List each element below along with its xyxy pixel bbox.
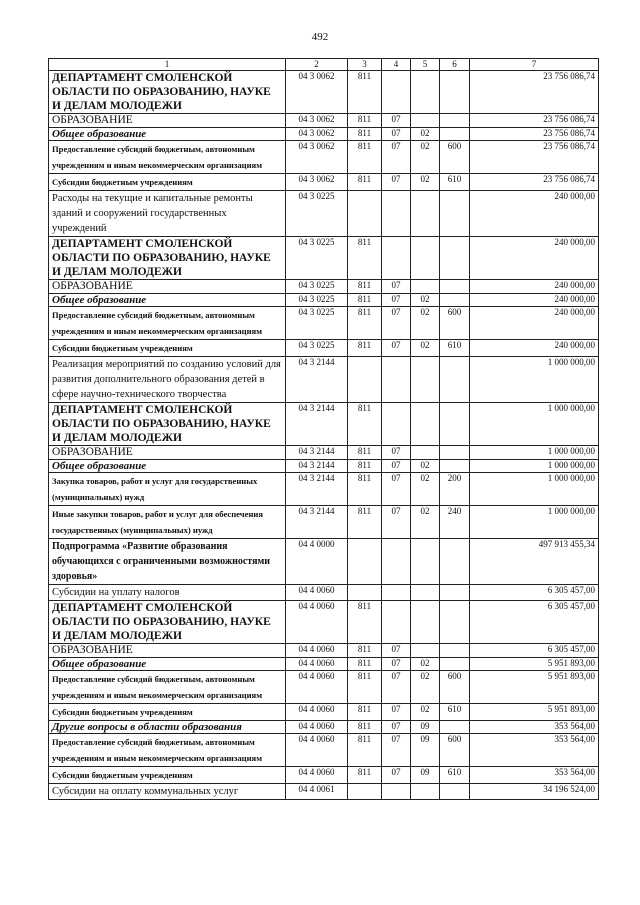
row-amount: 353 564,00 <box>470 721 599 734</box>
row-section-code <box>382 71 411 114</box>
row-expense-type-code <box>440 357 470 403</box>
table-row <box>49 191 599 237</box>
row-name: Общее образование <box>49 128 286 141</box>
row-target-article: 04 3 0225 <box>286 340 348 357</box>
table-row <box>49 784 599 800</box>
row-section-code: 07 <box>382 671 411 704</box>
row-target-article: 04 4 0060 <box>286 658 348 671</box>
row-name: Иные закупки товаров, работ и услуг для обеспечения государственных (муниципальных) нужд <box>49 506 286 539</box>
row-amount: 23 756 086,74 <box>470 174 599 191</box>
row-amount: 1 000 000,00 <box>470 506 599 539</box>
row-expense-type-code <box>440 460 470 473</box>
row-ministry-code: 811 <box>348 644 382 658</box>
row-amount: 1 000 000,00 <box>470 357 599 403</box>
row-ministry-code <box>348 539 382 585</box>
table-row <box>49 734 599 767</box>
row-ministry-code: 811 <box>348 174 382 191</box>
table-row <box>49 237 599 280</box>
table-row <box>49 585 599 601</box>
row-amount: 1 000 000,00 <box>470 460 599 473</box>
row-expense-type-code <box>440 539 470 585</box>
header-col-5: 5 <box>411 59 440 71</box>
row-target-article: 04 3 2144 <box>286 473 348 506</box>
row-expense-type-code: 600 <box>440 307 470 340</box>
row-expense-type-code: 240 <box>440 506 470 539</box>
row-section-code: 07 <box>382 340 411 357</box>
row-ministry-code: 811 <box>348 473 382 506</box>
row-subsection-code: 02 <box>411 340 440 357</box>
row-amount: 353 564,00 <box>470 767 599 784</box>
row-target-article: 04 4 0060 <box>286 671 348 704</box>
row-expense-type-code: 610 <box>440 340 470 357</box>
header-col-6: 6 <box>440 59 470 71</box>
row-subsection-code <box>411 237 440 280</box>
table-row <box>49 446 599 460</box>
row-subsection-code <box>411 114 440 128</box>
row-target-article: 04 3 2144 <box>286 357 348 403</box>
row-subsection-code: 09 <box>411 721 440 734</box>
row-name: Общее образование <box>49 460 286 473</box>
row-subsection-code: 02 <box>411 141 440 174</box>
row-section-code: 07 <box>382 721 411 734</box>
row-amount: 6 305 457,00 <box>470 644 599 658</box>
row-ministry-code: 811 <box>348 307 382 340</box>
row-ministry-code: 811 <box>348 294 382 307</box>
row-ministry-code <box>348 585 382 601</box>
row-ministry-code: 811 <box>348 460 382 473</box>
table-row <box>49 644 599 658</box>
row-ministry-code: 811 <box>348 721 382 734</box>
row-ministry-code: 811 <box>348 280 382 294</box>
row-section-code: 07 <box>382 460 411 473</box>
row-name: ДЕПАРТАМЕНТ СМОЛЕНСКОЙ ОБЛАСТИ ПО ОБРАЗОВАНИЮ, НАУКЕ И ДЕЛАМ МОЛОДЕЖИ <box>49 237 286 280</box>
budget-table <box>48 58 599 800</box>
row-subsection-code <box>411 357 440 403</box>
row-expense-type-code <box>440 237 470 280</box>
row-amount: 240 000,00 <box>470 294 599 307</box>
row-section-code: 07 <box>382 704 411 721</box>
row-expense-type-code <box>440 721 470 734</box>
row-target-article: 04 3 0225 <box>286 280 348 294</box>
row-amount: 5 951 893,00 <box>470 704 599 721</box>
row-name: Другие вопросы в области образования <box>49 721 286 734</box>
row-target-article: 04 4 0060 <box>286 734 348 767</box>
row-section-code: 07 <box>382 506 411 539</box>
header-col-4: 4 <box>382 59 411 71</box>
row-section-code: 07 <box>382 141 411 174</box>
row-subsection-code: 02 <box>411 307 440 340</box>
row-name: Общее образование <box>49 658 286 671</box>
row-target-article: 04 4 0060 <box>286 721 348 734</box>
table-row <box>49 704 599 721</box>
row-amount: 5 951 893,00 <box>470 671 599 704</box>
row-ministry-code: 811 <box>348 658 382 671</box>
row-subsection-code: 02 <box>411 294 440 307</box>
table-row <box>49 357 599 403</box>
row-target-article: 04 3 0062 <box>286 174 348 191</box>
row-subsection-code: 02 <box>411 174 440 191</box>
row-ministry-code: 811 <box>348 734 382 767</box>
row-name: Субсидии на оплату коммунальных услуг <box>49 784 286 800</box>
table-row <box>49 539 599 585</box>
row-subsection-code: 02 <box>411 658 440 671</box>
row-ministry-code: 811 <box>348 128 382 141</box>
row-ministry-code: 811 <box>348 71 382 114</box>
row-amount: 240 000,00 <box>470 280 599 294</box>
row-amount: 23 756 086,74 <box>470 141 599 174</box>
row-subsection-code <box>411 539 440 585</box>
row-target-article: 04 3 2144 <box>286 446 348 460</box>
row-subsection-code <box>411 446 440 460</box>
row-amount: 240 000,00 <box>470 191 599 237</box>
row-expense-type-code <box>440 294 470 307</box>
row-ministry-code: 811 <box>348 141 382 174</box>
table-row <box>49 307 599 340</box>
row-section-code <box>382 784 411 800</box>
row-subsection-code <box>411 280 440 294</box>
table-row <box>49 601 599 644</box>
row-name: Субсидии на уплату налогов <box>49 585 286 601</box>
row-amount: 497 913 455,34 <box>470 539 599 585</box>
row-section-code: 07 <box>382 294 411 307</box>
row-expense-type-code: 600 <box>440 671 470 704</box>
row-ministry-code: 811 <box>348 403 382 446</box>
row-expense-type-code: 600 <box>440 734 470 767</box>
row-name: Субсидии бюджетным учреждениям <box>49 174 286 191</box>
row-target-article: 04 3 0225 <box>286 237 348 280</box>
row-amount: 23 756 086,74 <box>470 128 599 141</box>
row-section-code: 07 <box>382 446 411 460</box>
row-target-article: 04 3 0225 <box>286 294 348 307</box>
row-ministry-code <box>348 191 382 237</box>
row-name: Реализация мероприятий по созданию условий для развития дополнительного образования детей в сфере научно-технического творчества <box>49 357 286 403</box>
row-section-code: 07 <box>382 658 411 671</box>
row-subsection-code: 02 <box>411 506 440 539</box>
row-expense-type-code: 610 <box>440 704 470 721</box>
row-amount: 1 000 000,00 <box>470 403 599 446</box>
row-name: Субсидии бюджетным учреждениям <box>49 767 286 784</box>
row-amount: 23 756 086,74 <box>470 114 599 128</box>
header-col-3: 3 <box>348 59 382 71</box>
row-target-article: 04 4 0060 <box>286 704 348 721</box>
row-expense-type-code: 600 <box>440 141 470 174</box>
row-expense-type-code <box>440 128 470 141</box>
row-subsection-code: 02 <box>411 473 440 506</box>
row-amount: 6 305 457,00 <box>470 585 599 601</box>
row-subsection-code: 02 <box>411 460 440 473</box>
table-row <box>49 294 599 307</box>
row-expense-type-code <box>440 280 470 294</box>
row-expense-type-code: 610 <box>440 174 470 191</box>
row-name: Закупка товаров, работ и услуг для государственных (муниципальных) нужд <box>49 473 286 506</box>
row-section-code: 07 <box>382 128 411 141</box>
row-target-article: 04 3 0062 <box>286 141 348 174</box>
row-target-article: 04 3 0062 <box>286 71 348 114</box>
row-name: ДЕПАРТАМЕНТ СМОЛЕНСКОЙ ОБЛАСТИ ПО ОБРАЗОВАНИЮ, НАУКЕ И ДЕЛАМ МОЛОДЕЖИ <box>49 71 286 114</box>
row-ministry-code <box>348 357 382 403</box>
row-target-article: 04 4 0060 <box>286 585 348 601</box>
row-ministry-code: 811 <box>348 767 382 784</box>
row-section-code <box>382 237 411 280</box>
row-ministry-code: 811 <box>348 237 382 280</box>
table-row <box>49 71 599 114</box>
row-name: Предоставление субсидий бюджетным, автономным учреждениям и иным некоммерческим организациям <box>49 671 286 704</box>
row-target-article: 04 4 0060 <box>286 767 348 784</box>
row-target-article: 04 3 2144 <box>286 460 348 473</box>
row-expense-type-code <box>440 71 470 114</box>
row-target-article: 04 3 2144 <box>286 403 348 446</box>
row-target-article: 04 4 0060 <box>286 644 348 658</box>
row-name: Субсидии бюджетным учреждениям <box>49 340 286 357</box>
row-section-code <box>382 403 411 446</box>
row-section-code <box>382 357 411 403</box>
row-subsection-code <box>411 71 440 114</box>
table-row <box>49 141 599 174</box>
table-row <box>49 721 599 734</box>
row-amount: 240 000,00 <box>470 307 599 340</box>
row-name: Подпрограмма «Развитие образования обучающихся с ограниченными возможностями здоровья» <box>49 539 286 585</box>
row-name: Предоставление субсидий бюджетным, автономным учреждениям и иным некоммерческим организациям <box>49 141 286 174</box>
row-amount: 6 305 457,00 <box>470 601 599 644</box>
row-section-code <box>382 191 411 237</box>
row-name: Общее образование <box>49 294 286 307</box>
row-section-code: 07 <box>382 307 411 340</box>
row-target-article: 04 4 0000 <box>286 539 348 585</box>
row-section-code <box>382 601 411 644</box>
row-amount: 1 000 000,00 <box>470 446 599 460</box>
row-expense-type-code <box>440 644 470 658</box>
row-subsection-code: 09 <box>411 734 440 767</box>
row-section-code: 07 <box>382 473 411 506</box>
table-row <box>49 403 599 446</box>
row-expense-type-code <box>440 114 470 128</box>
table-row <box>49 114 599 128</box>
row-subsection-code <box>411 784 440 800</box>
row-target-article: 04 3 0062 <box>286 114 348 128</box>
row-expense-type-code: 200 <box>440 473 470 506</box>
row-name: ДЕПАРТАМЕНТ СМОЛЕНСКОЙ ОБЛАСТИ ПО ОБРАЗОВАНИЮ, НАУКЕ И ДЕЛАМ МОЛОДЕЖИ <box>49 403 286 446</box>
table-row <box>49 340 599 357</box>
row-ministry-code: 811 <box>348 704 382 721</box>
row-subsection-code <box>411 644 440 658</box>
row-expense-type-code <box>440 446 470 460</box>
row-name: Субсидии бюджетным учреждениям <box>49 704 286 721</box>
row-amount: 240 000,00 <box>470 340 599 357</box>
page-number: 492 <box>311 31 329 43</box>
table-row <box>49 460 599 473</box>
table-row <box>49 671 599 704</box>
row-name: ОБРАЗОВАНИЕ <box>49 446 286 460</box>
table-row <box>49 506 599 539</box>
table-body <box>49 71 599 800</box>
header-col-1: 1 <box>49 59 286 71</box>
row-amount: 353 564,00 <box>470 734 599 767</box>
row-expense-type-code <box>440 784 470 800</box>
row-section-code: 07 <box>382 644 411 658</box>
row-expense-type-code <box>440 403 470 446</box>
row-subsection-code: 02 <box>411 704 440 721</box>
row-target-article: 04 3 0225 <box>286 307 348 340</box>
header-col-7: 7 <box>470 59 599 71</box>
row-name: ОБРАЗОВАНИЕ <box>49 644 286 658</box>
table-row <box>49 280 599 294</box>
row-expense-type-code <box>440 658 470 671</box>
table-header-row <box>49 59 599 71</box>
row-subsection-code: 09 <box>411 767 440 784</box>
table-row <box>49 767 599 784</box>
row-name: ОБРАЗОВАНИЕ <box>49 114 286 128</box>
row-ministry-code: 811 <box>348 601 382 644</box>
row-section-code: 07 <box>382 734 411 767</box>
row-name: Предоставление субсидий бюджетным, автономным учреждениям и иным некоммерческим организациям <box>49 734 286 767</box>
row-name: ДЕПАРТАМЕНТ СМОЛЕНСКОЙ ОБЛАСТИ ПО ОБРАЗОВАНИЮ, НАУКЕ И ДЕЛАМ МОЛОДЕЖИ <box>49 601 286 644</box>
row-subsection-code: 02 <box>411 671 440 704</box>
row-target-article: 04 3 0062 <box>286 128 348 141</box>
row-expense-type-code <box>440 585 470 601</box>
row-section-code: 07 <box>382 767 411 784</box>
row-section-code: 07 <box>382 174 411 191</box>
table-row <box>49 473 599 506</box>
row-amount: 240 000,00 <box>470 237 599 280</box>
row-subsection-code <box>411 585 440 601</box>
row-subsection-code <box>411 191 440 237</box>
row-target-article: 04 3 2144 <box>286 506 348 539</box>
row-subsection-code <box>411 601 440 644</box>
row-name: ОБРАЗОВАНИЕ <box>49 280 286 294</box>
row-section-code <box>382 539 411 585</box>
row-section-code <box>382 585 411 601</box>
row-ministry-code: 811 <box>348 114 382 128</box>
table-row <box>49 128 599 141</box>
row-ministry-code <box>348 784 382 800</box>
row-target-article: 04 4 0061 <box>286 784 348 800</box>
row-subsection-code: 02 <box>411 128 440 141</box>
row-amount: 1 000 000,00 <box>470 473 599 506</box>
row-expense-type-code <box>440 191 470 237</box>
row-target-article: 04 4 0060 <box>286 601 348 644</box>
row-expense-type-code <box>440 601 470 644</box>
row-section-code: 07 <box>382 114 411 128</box>
header-col-2: 2 <box>286 59 348 71</box>
table-row <box>49 174 599 191</box>
row-ministry-code: 811 <box>348 671 382 704</box>
row-target-article: 04 3 0225 <box>286 191 348 237</box>
row-subsection-code <box>411 403 440 446</box>
row-name: Предоставление субсидий бюджетным, автономным учреждениям и иным некоммерческим организациям <box>49 307 286 340</box>
row-amount: 5 951 893,00 <box>470 658 599 671</box>
row-amount: 23 756 086,74 <box>470 71 599 114</box>
row-name: Расходы на текущие и капитальные ремонты зданий и сооружений государственных учреждений <box>49 191 286 237</box>
row-section-code: 07 <box>382 280 411 294</box>
row-expense-type-code: 610 <box>440 767 470 784</box>
row-ministry-code: 811 <box>348 340 382 357</box>
row-ministry-code: 811 <box>348 506 382 539</box>
table-row <box>49 658 599 671</box>
row-ministry-code: 811 <box>348 446 382 460</box>
row-amount: 34 196 524,00 <box>470 784 599 800</box>
